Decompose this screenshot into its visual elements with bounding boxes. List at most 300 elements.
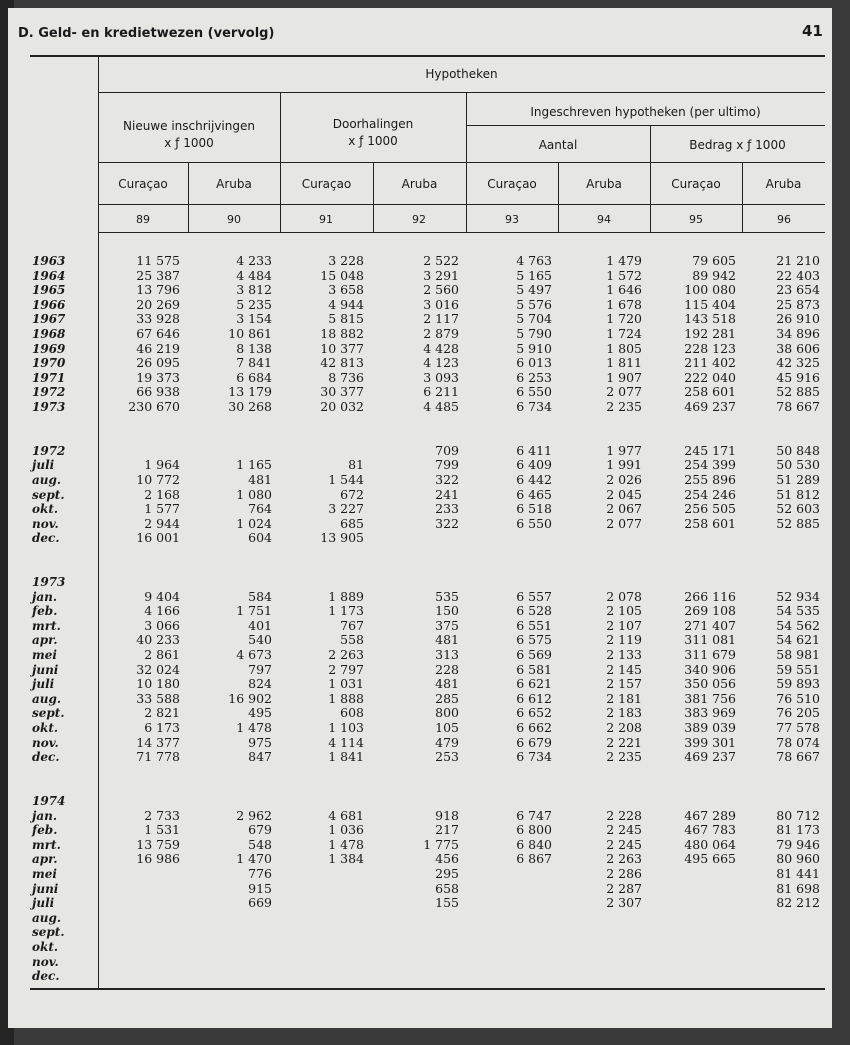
row-label: juli	[32, 458, 55, 473]
table-cell: 52 885	[776, 384, 820, 400]
table-cell: 6 569	[516, 647, 552, 663]
section-title: D. Geld- en kredietwezen (vervolg)	[18, 26, 275, 41]
table-cell: 58 981	[776, 647, 820, 663]
table-cell: 495 665	[684, 851, 736, 867]
table-cell: 2 235	[606, 398, 642, 414]
table-cell: 481	[435, 632, 459, 648]
table-cell: 79 605	[692, 253, 736, 268]
row-label	[32, 415, 96, 430]
rule-top	[30, 55, 825, 57]
table-cell: 8 138	[236, 340, 272, 356]
table-cell: 10 180	[136, 676, 180, 692]
table-cell: 22 403	[776, 267, 820, 283]
table-cell	[375, 429, 459, 444]
table-cell: 481	[435, 676, 459, 692]
table-cell	[375, 546, 459, 561]
table-cell: 1 888	[328, 690, 364, 706]
table-cell: 2 045	[606, 486, 642, 502]
table-cell: 6 465	[516, 486, 552, 502]
table-cell: 2 560	[423, 282, 459, 298]
row-label: feb.	[32, 823, 58, 838]
table-cell: 5 704	[516, 311, 552, 327]
row-label: 1973	[32, 399, 66, 414]
row-label: apr.	[32, 633, 58, 648]
row-label	[32, 765, 96, 780]
table-cell	[652, 765, 736, 780]
header-cancellations: Doorhalingen x ƒ 1000	[332, 117, 414, 148]
table-cell: 6 550	[516, 384, 552, 400]
header-hypotheken: Hypotheken	[425, 67, 498, 81]
table-cell: 271 407	[684, 617, 736, 633]
table-cell: 18 882	[320, 325, 364, 341]
table-cell: 76 205	[776, 705, 820, 721]
table-cell	[468, 575, 552, 590]
table-cell	[560, 429, 642, 444]
table-cell: 6 557	[516, 588, 552, 604]
table-cell: 495	[248, 705, 272, 721]
table-cell	[100, 911, 180, 926]
row-label: 1971	[32, 370, 66, 385]
table-cell	[100, 779, 180, 794]
table-cell: 340 906	[684, 661, 736, 677]
table-cell	[468, 955, 552, 970]
table-cell: 6 173	[144, 720, 180, 735]
table-cell: 2 263	[606, 851, 642, 867]
table-cell: 217	[435, 822, 459, 838]
table-cell	[744, 765, 820, 780]
table-cell: 2 181	[606, 690, 642, 706]
table-cell	[652, 896, 736, 911]
table-cell: 2 077	[606, 515, 642, 531]
table-cell: 1 384	[328, 851, 364, 867]
header-curacao: Curaçao	[118, 177, 168, 191]
table-cell: 1 720	[606, 311, 642, 327]
column-number: 96	[777, 213, 791, 226]
table-cell: 13 179	[228, 384, 272, 400]
table-cell: 915	[248, 880, 272, 896]
table-cell: 2 077	[606, 384, 642, 400]
table-cell: 78 667	[776, 398, 820, 414]
table-cell: 66 938	[136, 384, 180, 400]
table-cell: 245 171	[684, 442, 736, 458]
table-cell: 254 246	[684, 486, 736, 502]
row-label: nov.	[32, 735, 59, 750]
table-cell	[560, 765, 642, 780]
column-number: 90	[227, 213, 241, 226]
table-cell: 3 291	[423, 267, 459, 283]
table-cell: 6 867	[516, 851, 552, 867]
rule	[98, 232, 825, 233]
table-cell: 33 928	[136, 311, 180, 327]
table-cell: 32 024	[136, 661, 180, 677]
table-cell: 45 916	[776, 369, 820, 385]
table-cell: 77 578	[776, 720, 820, 735]
table-cell: 15 048	[320, 267, 364, 283]
table-cell	[468, 531, 552, 546]
table-cell: 253	[435, 749, 459, 765]
rule	[98, 92, 825, 93]
table-cell: 10 861	[228, 325, 272, 341]
table-cell	[468, 969, 552, 984]
table-cell	[468, 911, 552, 926]
table-cell: 584	[248, 588, 272, 604]
table-cell	[375, 925, 459, 940]
table-cell: 1 964	[144, 457, 180, 473]
table-cell: 6 800	[516, 822, 552, 838]
row-label: nov.	[32, 954, 59, 969]
table-cell	[282, 779, 364, 794]
table-cell	[282, 765, 364, 780]
table-cell: 2 287	[606, 880, 642, 896]
table-cell: 2 821	[144, 705, 180, 721]
table-cell	[744, 940, 820, 955]
table-cell: 6 528	[516, 603, 552, 619]
table-cell	[100, 444, 180, 459]
table-cell: 824	[248, 676, 272, 692]
table-cell: 6 652	[516, 705, 552, 721]
table-cell: 2 067	[606, 501, 642, 517]
table-cell	[100, 560, 180, 575]
table-cell: 540	[248, 632, 272, 648]
rule	[188, 162, 189, 232]
table-cell: 7 841	[236, 355, 272, 371]
table-cell	[282, 969, 364, 984]
table-cell	[190, 429, 272, 444]
table-cell	[652, 794, 736, 809]
row-label: 1967	[32, 312, 66, 327]
table-cell: 469 237	[684, 749, 736, 765]
table-cell: 6 747	[516, 807, 552, 823]
table-cell: 79 946	[776, 836, 820, 852]
table-cell: 456	[435, 851, 459, 867]
table-cell: 230 670	[128, 398, 180, 414]
table-cell: 5 576	[516, 296, 552, 312]
table-cell: 6 518	[516, 501, 552, 517]
table-cell: 1 889	[328, 588, 364, 604]
column-number: 94	[597, 213, 611, 226]
table-cell: 2 245	[606, 822, 642, 838]
header-number: Aantal	[538, 138, 578, 152]
table-cell: 50 530	[776, 457, 820, 473]
table-cell	[375, 779, 459, 794]
table-cell: 67 646	[136, 325, 180, 341]
table-cell: 1 036	[328, 822, 364, 838]
table-cell	[375, 969, 459, 984]
table-cell: 2 228	[606, 807, 642, 823]
rule	[280, 92, 281, 232]
table-cell: 800	[435, 705, 459, 721]
table-cell	[652, 925, 736, 940]
table-cell: 4 114	[328, 734, 364, 750]
header-curacao: Curaçao	[671, 177, 721, 191]
row-label: aug.	[32, 910, 62, 925]
table-cell: 78 074	[776, 734, 820, 750]
column-curacao-amount	[652, 254, 736, 984]
table-cell: 6 679	[516, 734, 552, 750]
row-label: 1965	[32, 283, 66, 298]
table-cell: 52 603	[776, 501, 820, 517]
table-cell	[100, 955, 180, 970]
table-cell	[190, 969, 272, 984]
table-cell	[744, 415, 820, 430]
table-cell	[744, 969, 820, 984]
table-cell	[560, 969, 642, 984]
table-cell: 6 253	[516, 369, 552, 385]
table-cell: 52 934	[776, 588, 820, 604]
row-label: sept.	[32, 487, 65, 502]
table-cell	[282, 882, 364, 897]
table-cell: 10 772	[136, 471, 180, 487]
table-cell: 480 064	[684, 836, 736, 852]
table-cell: 52 885	[776, 515, 820, 531]
table-cell	[190, 940, 272, 955]
table-cell: 14 377	[136, 734, 180, 750]
table-cell: 42 813	[320, 355, 364, 371]
table-cell: 2 245	[606, 836, 642, 852]
table-cell: 1 841	[328, 749, 364, 765]
table-cell: 228	[435, 661, 459, 677]
table-cell: 2 797	[328, 661, 364, 677]
row-label: okt.	[32, 939, 59, 954]
column-aruba-count	[560, 254, 642, 984]
table-cell	[652, 779, 736, 794]
table-cell: 2 133	[606, 647, 642, 663]
table-cell: 1 544	[328, 471, 364, 487]
table-cell	[652, 969, 736, 984]
table-cell: 975	[248, 734, 272, 750]
table-cell: 51 289	[776, 471, 820, 487]
table-cell	[468, 560, 552, 575]
table-cell: 2 026	[606, 471, 642, 487]
table-cell: 6 442	[516, 471, 552, 487]
table-cell: 658	[435, 880, 459, 896]
table-cell: 558	[340, 632, 364, 648]
header-curacao: Curaçao	[301, 177, 352, 191]
table-cell: 269 108	[684, 603, 736, 619]
table-cell	[560, 415, 642, 430]
row-label: jan.	[32, 808, 58, 823]
table-cell: 3 016	[423, 296, 459, 312]
table-cell	[468, 794, 552, 809]
table-cell: 115 404	[684, 296, 736, 312]
table-cell: 26 910	[776, 311, 820, 327]
table-cell: 401	[248, 617, 272, 633]
column-aruba-cancel	[375, 254, 459, 984]
table-cell	[282, 415, 364, 430]
table-cell: 150	[435, 603, 459, 619]
table-cell	[190, 444, 272, 459]
table-cell	[652, 415, 736, 430]
table-cell	[468, 765, 552, 780]
table-cell: 2 944	[144, 515, 180, 531]
table-cell: 1 991	[606, 457, 642, 473]
table-cell: 2 522	[423, 253, 459, 268]
row-label: okt.	[32, 502, 59, 517]
table-cell: 6 013	[516, 355, 552, 371]
table-cell: 535	[435, 588, 459, 604]
table-cell: 4 681	[328, 807, 364, 823]
header-new-registrations: Nieuwe inschrijvingen x ƒ 1000	[123, 119, 255, 150]
table-cell: 11 575	[136, 253, 180, 268]
header-registered-mortgages: Ingeschreven hypotheken (per ultimo)	[530, 105, 761, 119]
table-cell	[468, 415, 552, 430]
table-cell: 59 893	[776, 676, 820, 692]
table-cell: 4 428	[423, 340, 459, 356]
table-cell: 4 763	[516, 253, 552, 268]
table-cell	[190, 575, 272, 590]
table-cell	[468, 896, 552, 911]
row-label: dec.	[32, 750, 60, 765]
table-cell: 30 268	[228, 398, 272, 414]
table-cell: 100 080	[684, 282, 736, 298]
table-cell	[375, 765, 459, 780]
table-cell: 1 103	[328, 720, 364, 735]
table-cell	[100, 882, 180, 897]
rule	[98, 204, 825, 205]
table-cell: 399 301	[684, 734, 736, 750]
table-cell	[190, 955, 272, 970]
table-cell: 1 031	[328, 676, 364, 692]
table-cell	[375, 531, 459, 546]
table-cell: 1 811	[606, 355, 642, 371]
table-cell: 5 815	[328, 311, 364, 327]
header-aruba: Aruba	[586, 177, 622, 191]
table-cell: 3 227	[328, 501, 364, 517]
table-cell	[100, 940, 180, 955]
table-cell	[282, 429, 364, 444]
table-cell: 2 733	[144, 807, 180, 823]
table-cell	[282, 911, 364, 926]
rule	[742, 162, 743, 232]
table-cell	[282, 575, 364, 590]
table-cell: 2 208	[606, 720, 642, 735]
table-cell: 2 263	[328, 647, 364, 663]
table-cell	[375, 575, 459, 590]
row-label: 1970	[32, 356, 66, 371]
table-cell: 1 572	[606, 267, 642, 283]
table-cell: 6 211	[423, 384, 459, 400]
table-cell: 25 873	[776, 296, 820, 312]
table-cell: 5 790	[516, 325, 552, 341]
table-cell: 9 404	[144, 588, 180, 604]
row-label: sept.	[32, 925, 65, 940]
table-cell: 4 673	[236, 647, 272, 663]
table-cell: 6 581	[516, 661, 552, 677]
table-cell	[744, 575, 820, 590]
table-cell: 51 812	[776, 486, 820, 502]
table-cell: 3 093	[423, 369, 459, 385]
table-cell: 54 535	[776, 603, 820, 619]
table-cell: 105	[435, 720, 459, 735]
table-cell	[652, 867, 736, 882]
table-cell	[468, 940, 552, 955]
table-cell	[190, 560, 272, 575]
table-cell: 6 684	[236, 369, 272, 385]
table-cell: 42 325	[776, 355, 820, 371]
table-cell: 604	[248, 530, 272, 546]
table-cell: 40 233	[136, 632, 180, 648]
table-cell: 59 551	[776, 661, 820, 677]
table-cell: 50 848	[776, 442, 820, 458]
table-cell: 375	[435, 617, 459, 633]
table-cell	[100, 765, 180, 780]
table-cell	[282, 444, 364, 459]
table-cell: 6 409	[516, 457, 552, 473]
table-cell: 33 588	[136, 690, 180, 706]
table-cell	[282, 940, 364, 955]
row-label: 1963	[32, 254, 66, 268]
table-cell: 25 387	[136, 267, 180, 283]
table-cell: 4 166	[144, 603, 180, 619]
table-cell	[744, 925, 820, 940]
table-cell: 254 399	[684, 457, 736, 473]
table-cell	[375, 560, 459, 575]
table-cell	[282, 560, 364, 575]
column-number: 91	[319, 213, 333, 226]
table-cell: 81 173	[776, 822, 820, 838]
table-cell: 16 902	[228, 690, 272, 706]
table-cell: 767	[340, 617, 364, 633]
table-cell: 847	[248, 749, 272, 765]
table-cell: 469 237	[684, 398, 736, 414]
header-curacao: Curaçao	[487, 177, 537, 191]
table-cell: 10 377	[320, 340, 364, 356]
table-cell: 81 441	[776, 865, 820, 881]
table-cell: 3 066	[144, 617, 180, 633]
table-cell	[100, 925, 180, 940]
table-cell: 26 095	[136, 355, 180, 371]
rule	[466, 125, 825, 126]
rule	[558, 162, 559, 232]
table-cell: 285	[435, 690, 459, 706]
table-cell	[468, 925, 552, 940]
table-cell: 19 373	[136, 369, 180, 385]
table-cell: 16 986	[136, 851, 180, 867]
table-cell: 20 269	[136, 296, 180, 312]
table-cell	[468, 429, 552, 444]
table-cell: 20 032	[320, 398, 364, 414]
table-cell	[652, 940, 736, 955]
table-cell	[652, 531, 736, 546]
table-cell	[560, 560, 642, 575]
table-cell: 192 281	[684, 325, 736, 341]
table-cell: 6 550	[516, 515, 552, 531]
table-cell	[652, 911, 736, 926]
table-cell	[560, 940, 642, 955]
table-cell	[652, 882, 736, 897]
column-number: 89	[136, 213, 150, 226]
table-cell	[190, 794, 272, 809]
table-cell: 313	[435, 647, 459, 663]
table-cell	[468, 546, 552, 561]
table-cell: 1 907	[606, 369, 642, 385]
table-cell: 54 621	[776, 632, 820, 648]
row-label: nov.	[32, 516, 59, 531]
table-cell: 233	[435, 501, 459, 517]
table-cell: 467 289	[684, 807, 736, 823]
table-cell: 81 698	[776, 880, 820, 896]
table-cell: 81	[348, 457, 364, 473]
table-cell	[190, 546, 272, 561]
row-label: juni	[32, 881, 59, 896]
table-cell	[560, 546, 642, 561]
table-cell: 1 479	[606, 253, 642, 268]
table-cell: 5 910	[516, 340, 552, 356]
table-cell: 5 165	[516, 267, 552, 283]
table-cell: 21 210	[776, 253, 820, 268]
table-cell: 295	[435, 865, 459, 881]
column-curacao-count	[468, 254, 552, 984]
